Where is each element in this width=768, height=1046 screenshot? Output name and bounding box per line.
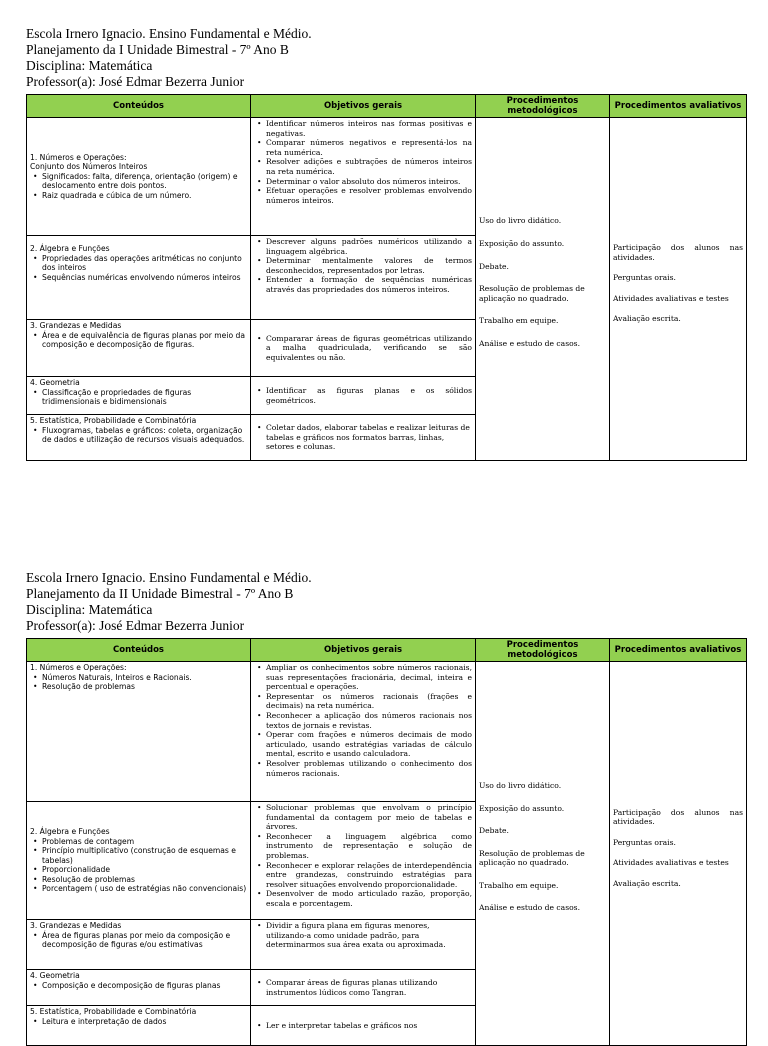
objectives-cell	[251, 236, 476, 320]
col-header-contents: Conteúdos	[27, 95, 251, 118]
list-item: Exposição do assunto.	[479, 239, 565, 249]
list-item: • Raiz quadrada e cúbica de um número.	[42, 191, 247, 201]
planning-doc-2	[26, 570, 746, 1046]
list-item: • Reconhecer a linguagem algébrica como instrumento de representação e solução de problemas.	[266, 832, 472, 861]
topic-subtitle: Conjunto dos Números Inteiros	[30, 162, 148, 172]
list-item: • Números Naturais, Inteiros e Racionais.	[42, 673, 247, 683]
content-cell	[27, 802, 251, 920]
list-item: • Solucionar problemas que envolvam o princípio fundamental da contagem por meio de tabelas e árvores.	[266, 803, 472, 832]
list-item: Uso do livro didático.	[479, 216, 562, 226]
planning-table	[26, 94, 747, 461]
table-header-row	[27, 95, 747, 118]
planning-title: Planejamento da I Unidade Bimestral - 7º Ano B	[26, 42, 289, 57]
list-item: • Proporcionalidade	[42, 865, 247, 875]
list-item: Perguntas orais.	[613, 837, 676, 847]
list-item: • Ampliar os conhecimentos sobre números racionais, suas representações fracionária, decimal, inteira e percentual e operações.	[266, 663, 472, 692]
topic-title: 3. Grandezas e Medidas	[30, 921, 122, 930]
table-row	[27, 662, 747, 802]
list-item: • Determinar mentalmente valores de termos desconhecidos, representados por letras.	[266, 256, 472, 275]
list-item: • Desenvolver de modo articulado razão, proporção, escala e porcentagem.	[266, 889, 472, 908]
content-cell	[27, 970, 251, 1006]
list-item: • Reconhecer a aplicação dos números racionais nos textos de jornais e revistas.	[266, 711, 472, 730]
objectives-cell	[251, 920, 476, 970]
list-item: • Reconhecer e explorar relações de interdependência entre grandezas, construindo estratégias para resolver situações envolvendo proporcionalidade.	[266, 861, 472, 890]
list-item: Debate.	[479, 826, 509, 836]
topic-title: 4. Geometria	[30, 971, 80, 980]
teacher-line: Professor(a): José Edmar Bezerra Junior	[26, 618, 245, 633]
list-item: Atividades avaliativas e testes	[613, 293, 729, 303]
evaluation-cell	[610, 118, 747, 461]
list-item: • Descrever alguns padrões numéricos utilizando a linguagem algébrica.	[266, 237, 472, 256]
list-item: • Operar com frações e números decimais de modo articulado, usando estratégias variadas de cálculo mental, escrito e usando calculadora.	[266, 730, 472, 759]
methods-cell	[476, 662, 610, 1046]
list-item: • Representar os números racionais (frações e decimais) na reta numérica.	[266, 692, 472, 711]
list-item: • Porcentagem ( uso de estratégias não convencionais)	[42, 884, 247, 894]
content-cell	[27, 320, 251, 377]
list-item: • Dividir a figura plana em figuras menores, utilizando-a como unidade padrão, para determinarmos sua área exata ou aproximada.	[266, 921, 472, 950]
list-item: Participação dos alunos nas atividades.	[613, 243, 743, 262]
col-header-objectives: Objetivos gerais	[251, 95, 476, 118]
content-cell	[27, 118, 251, 236]
col-header-contents: Conteúdos	[27, 639, 251, 662]
list-item: Atividades avaliativas e testes	[613, 858, 729, 868]
topic-title: 5. Estatística, Probabilidade e Combinatória	[30, 1007, 197, 1016]
list-item: • Resolver problemas utilizando o conhecimento dos números racionais.	[266, 759, 472, 778]
objectives-cell	[251, 662, 476, 802]
list-item: • Área de figuras planas por meio da composição e decomposição de figuras e/ou estimativas	[42, 931, 247, 950]
objectives-cell	[251, 970, 476, 1006]
planning-table	[26, 638, 747, 1046]
content-cell	[27, 415, 251, 461]
col-header-methods: Procedimentos metodológicos	[476, 639, 610, 662]
list-item: • Coletar dados, elaborar tabelas e realizar leituras de tabelas e gráficos nos formatos barras, linhas, setores e colunas.	[266, 423, 472, 452]
topic-title: 4. Geometria	[30, 378, 80, 387]
topic-title: 5. Estatística, Probabilidade e Combinatória	[30, 416, 197, 425]
content-cell	[27, 236, 251, 320]
content-cell	[27, 377, 251, 415]
list-item: • Leitura e interpretação de dados	[42, 1017, 247, 1027]
col-header-objectives: Objetivos gerais	[251, 639, 476, 662]
table-header-row	[27, 639, 747, 662]
objectives-cell	[251, 118, 476, 236]
objectives-cell	[251, 320, 476, 377]
list-item: • Fluxogramas, tabelas e gráficos: coleta, organização de dados e utilização de recursos visuais adequados.	[42, 426, 247, 445]
list-item: • Problemas de contagem	[42, 837, 247, 847]
topic-title: 3. Grandezas e Medidas	[30, 321, 122, 330]
list-item: Análise e estudo de casos.	[479, 903, 580, 913]
col-header-evaluation: Procedimentos avaliativos	[610, 95, 747, 118]
objectives-cell	[251, 415, 476, 461]
topic-title: 1. Números e Operações:	[30, 663, 127, 672]
list-item: • Entender a formação de sequências numéricas através das propriedades dos números inteiros.	[266, 275, 472, 294]
list-item: Resolução de problemas de aplicação no quadrado.	[479, 848, 585, 868]
list-item: Trabalho em equipe.	[479, 880, 559, 890]
list-item: • Efetuar operações e resolver problemas envolvendo números inteiros.	[266, 186, 472, 205]
list-item: • Comparar números negativos e representá-los na reta numérica.	[266, 138, 472, 157]
objectives-cell	[251, 1006, 476, 1046]
school-name: Escola Irnero Ignacio. Ensino Fundamental e Médio.	[26, 26, 312, 41]
content-cell	[27, 920, 251, 970]
list-item: • Princípio multiplicativo (construção de esquemas e tabelas)	[42, 846, 247, 865]
list-item: Perguntas orais.	[613, 273, 676, 283]
subject-line: Disciplina: Matemática	[26, 58, 153, 73]
school-name: Escola Irnero Ignacio. Ensino Fundamental e Médio.	[26, 570, 312, 585]
list-item: Trabalho em equipe.	[479, 316, 559, 326]
topic-title: 2. Álgebra e Funções	[30, 244, 110, 253]
list-item: • Identificar números inteiros nas formas positivas e negativas.	[266, 119, 472, 138]
list-item: • Classificação e propriedades de figuras tridimensionais e bidimensionais	[42, 388, 247, 407]
list-item: • Significados: falta, diferença, orientação (origem) e deslocamento entre dois pontos.	[42, 172, 247, 191]
list-item: • Resolver adições e subtrações de números inteiros na reta numérica.	[266, 157, 472, 176]
list-item: Participação dos alunos nas atividades.	[613, 807, 743, 827]
list-item: Resolução de problemas de aplicação no quadrado.	[479, 284, 585, 303]
objectives-cell	[251, 377, 476, 415]
subject-line: Disciplina: Matemática	[26, 602, 153, 617]
list-item: Análise e estudo de casos.	[479, 338, 580, 348]
col-header-methods: Procedimentos metodológicos	[476, 95, 610, 118]
list-item: Avaliação escrita.	[613, 878, 681, 888]
objectives-cell	[251, 802, 476, 920]
topic-title: 2. Álgebra e Funções	[30, 826, 110, 836]
list-item: Uso do livro didático.	[479, 780, 562, 790]
list-item: • Resolução de problemas	[42, 875, 247, 885]
list-item: Debate.	[479, 261, 509, 271]
list-item: • Propriedades das operações aritméticas no conjunto dos inteiros	[42, 254, 247, 273]
list-item: • Área e de equivalência de figuras planas por meio da composição e decomposição de figuras.	[42, 331, 247, 350]
planning-title: Planejamento da II Unidade Bimestral - 7º Ano B	[26, 586, 294, 601]
list-item: • Sequências numéricas envolvendo números inteiros	[42, 273, 247, 283]
topic-title: 1. Números e Operações:	[30, 152, 127, 162]
list-item: • Composição e decomposição de figuras planas	[42, 981, 247, 991]
list-item: • Resolução de problemas	[42, 682, 247, 692]
list-item: • Compararar áreas de figuras geométricas utilizando a malha quadriculada, verificando se são equivalentes ou não.	[266, 334, 472, 363]
evaluation-cell	[610, 662, 747, 1046]
list-item: • Ler e interpretar tabelas e gráficos nos	[266, 1021, 472, 1031]
list-item: • Comparar áreas de figuras planas utilizando instrumentos lúdicos como Tangran.	[266, 978, 472, 997]
teacher-line: Professor(a): José Edmar Bezerra Junior	[26, 74, 245, 89]
list-item: • Determinar o valor absoluto dos números inteiros.	[266, 177, 472, 187]
list-item: Avaliação escrita.	[613, 314, 681, 324]
content-cell	[27, 1006, 251, 1046]
list-item: • Identificar as figuras planas e os sólidos geométricos.	[266, 386, 472, 405]
planning-doc-1	[26, 26, 746, 461]
methods-cell	[476, 118, 610, 461]
col-header-evaluation: Procedimentos avaliativos	[610, 639, 747, 662]
table-row	[27, 118, 747, 236]
content-cell	[27, 662, 251, 802]
list-item: Exposição do assunto.	[479, 803, 565, 813]
